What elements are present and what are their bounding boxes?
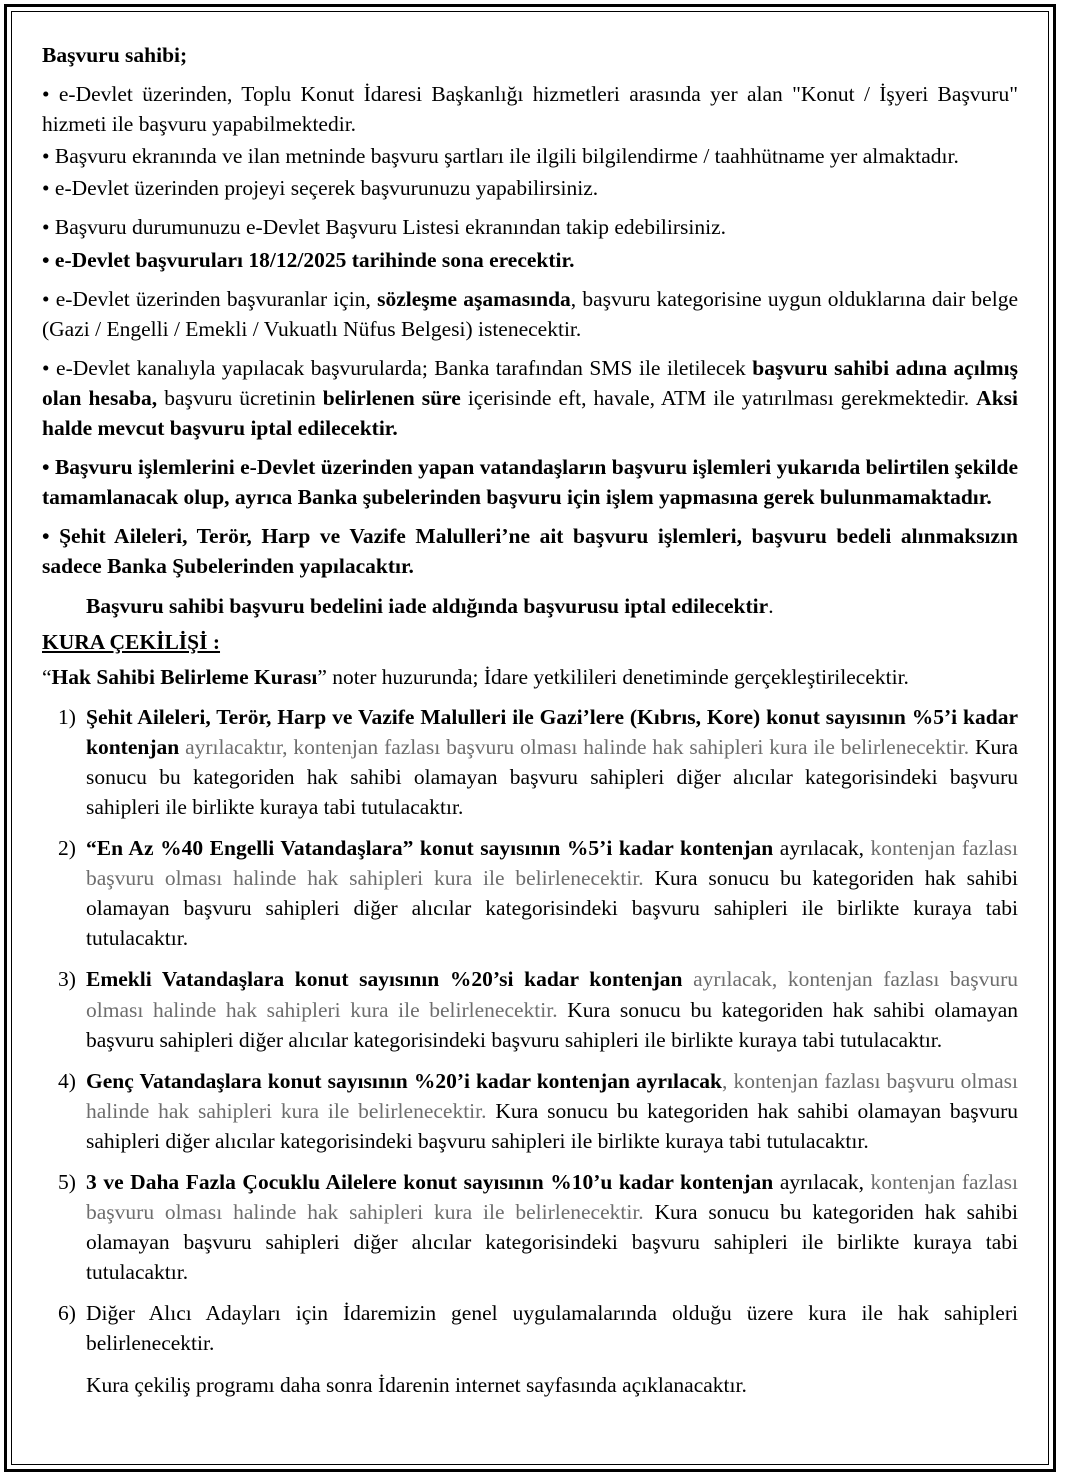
list-item-number: 3) — [58, 967, 76, 992]
text-segment: içerisinde eft, havale, ATM ile yatırılması gerekmektedir. — [460, 385, 977, 410]
list-item-number: 2) — [58, 836, 76, 861]
bullet-item-2 — [42, 173, 1018, 203]
document-content — [12, 12, 1048, 1464]
page-border-outer — [4, 4, 1056, 1472]
text-segment: Başvuru sahibi başvuru bedelini iade aldığında başvurusu iptal edilecektir — [86, 593, 769, 618]
text-segment: Kura sonucu bu kategoriden hak sahibi olamayan başvuru sahipleri diğer alıcılar kategorisindeki başvuru sahipleri ile birlikte kuraya tabi tutulacaktır. — [86, 997, 1018, 1052]
intro-heading-bold: Başvuru sahibi; — [42, 43, 188, 67]
text-segment: 3 ve Daha Fazla Çocuklu Ailelere konut sayısının %10’u kadar kontenjan — [86, 1170, 774, 1194]
bullet-item-1 — [42, 141, 1018, 171]
bullet-item-8 — [42, 521, 1018, 581]
bullet-item-6 — [42, 353, 1018, 443]
text-segment: ayrılacaktır, kontenjan fazlası başvuru olması halinde hak sahipleri kura ile belirlenecektir. — [179, 734, 970, 759]
text-segment: Şehit Aileleri, Terör, Harp ve Vazife Malulleri ile Gazi’lere (Kıbrıs, Kore) — [86, 704, 761, 729]
kura-list-item — [42, 833, 1018, 953]
bullet-marker: • — [42, 215, 55, 240]
kura-list-item — [42, 1167, 1018, 1287]
bullet-marker: • — [42, 176, 55, 201]
list-item-number: 4) — [58, 1068, 76, 1093]
page-border-inner — [11, 11, 1049, 1465]
text-segment: “En Az %40 Engelli Vatandaşlara” konut sayısının %5’i kadar kontenjan — [86, 836, 774, 861]
document-intro-heading — [42, 40, 1018, 70]
kura-section-heading-text: KURA ÇEKİLİŞİ : — [42, 629, 221, 654]
text-segment: ayrılacak, kontenjan fazlası başvuru olması halinde hak sahipleri kura ile belirlenecektir. — [86, 967, 1018, 1022]
bullet-marker: • — [42, 144, 55, 169]
bullet-item-7 — [42, 452, 1018, 512]
kura-intro-text — [42, 662, 1018, 692]
kura-list-item — [42, 1298, 1018, 1358]
closing-note: Kura çekiliş programı daha sonra İdarenin internet sayfasında açıklanacaktır. — [86, 1372, 747, 1397]
text-segment: Şehit Aileleri, Terör, Harp ve Vazife Malulleri’ne ait başvuru işlemleri, başvuru bedeli alınmaksızın sadece Banka Şubelerinden yapılacaktır. — [42, 524, 1019, 579]
text-segment: e-Devlet başvuruları 18/12/2025 tarihinde sona erecektir. — [54, 247, 575, 272]
text-segment: ayrılacak, — [773, 836, 864, 861]
text-segment: kontenjan fazlası başvuru olması halinde hak sahipleri kura ile belirlenecektir. — [86, 836, 1019, 891]
kura-section-heading — [42, 630, 1018, 655]
text-segment: e-Devlet üzerinden, Toplu Konut İdaresi Başkanlığı hizmetleri arasında yer alan "Konut / İşyeri Başvuru" hizmeti ile başvuru yapabilmektedir. — [42, 82, 1018, 137]
refund-note — [42, 591, 1018, 621]
bullet-list — [42, 79, 1018, 581]
text-segment: belirlenen süre — [322, 385, 461, 410]
bullet-item-0 — [42, 79, 1018, 139]
text-segment: e-Devlet kanalıyla yapılacak başvurularda; Banka tarafından SMS ile iletilecek — [56, 355, 753, 380]
text-segment: kontenjan fazlası başvuru olması halinde hak sahipleri kura ile belirlenecektir. — [86, 1170, 1018, 1225]
text-segment: Hak Sahibi Belirleme Kurası — [51, 664, 318, 689]
text-segment: Başvuru durumunuzu e-Devlet Başvuru Listesi ekranından takip edebilirsiniz. — [54, 215, 727, 240]
bullet-item-5 — [42, 284, 1018, 344]
text-segment: sözleşme aşamasında — [377, 286, 571, 311]
bullet-marker: • — [42, 355, 57, 380]
list-item-number: 1) — [58, 704, 76, 729]
bullet-marker: • — [42, 286, 56, 311]
text-segment: . — [768, 593, 774, 618]
text-segment: konut sayısının %5’i kadar kontenjan — [86, 704, 1018, 759]
text-segment: Kura sonucu bu kategoriden hak sahibi olamayan başvuru sahipleri diğer alıcılar kategorisindeki başvuru sahipleri ile birlikte kuraya tabi tutulacaktır. — [86, 1200, 1018, 1285]
text-segment: Diğer Alıcı Adayları için İdaremizin genel uygulamalarında olduğu üzere kura ile hak sahipleri belirlenecektir. — [86, 1301, 1018, 1356]
text-segment: “ — [42, 664, 52, 689]
list-item-number: 6) — [58, 1301, 76, 1326]
bullet-marker: • — [42, 524, 60, 549]
text-segment: ” noter huzurunda; İdare yetkilileri denetiminde gerçekleştirilecektir. — [317, 664, 909, 689]
text-segment: Başvuru ekranında ve ilan metninde başvuru şartları ile ilgili bilgilendirme / taahhütname yer almaktadır. — [54, 144, 959, 169]
text-segment: e-Devlet üzerinden başvuranlar için, — [55, 286, 378, 311]
text-segment: , kontenjan fazlası başvuru olması halinde hak sahipleri kura ile belirlenecektir. — [86, 1068, 1018, 1123]
text-segment: Emekli Vatandaşlara konut sayısının %20’si kadar kontenjan — [86, 967, 683, 992]
text-segment: ayrılacak, — [773, 1170, 864, 1194]
text-segment: e-Devlet üzerinden projeyi seçerek başvurunuzu yapabilirsiniz. — [54, 176, 599, 201]
text-segment: Kura sonucu bu kategoriden hak sahibi olamayan başvuru sahipleri diğer alıcılar kategorisindeki başvuru sahipleri ile birlikte kuraya tabi tutulacaktır. — [86, 866, 1018, 951]
kura-list-item — [42, 964, 1018, 1054]
text-segment: Kura sonucu bu kategoriden hak sahibi olamayan başvuru sahipleri diğer alıcılar kategorisindeki başvuru sahipleri ile birlikte kuraya tabi tutulacaktır. — [86, 1098, 1018, 1153]
bullet-item-3 — [42, 212, 1018, 242]
kura-list-item — [42, 702, 1018, 822]
kura-intro-paragraph — [42, 662, 1018, 692]
bullet-marker: • — [42, 82, 59, 107]
text-segment: başvuru sahibi adına açılmış olan hesaba, — [42, 355, 1018, 410]
bullet-marker: • — [42, 247, 55, 272]
kura-list-item — [42, 1066, 1018, 1156]
list-item-number: 5) — [58, 1170, 76, 1194]
bullet-marker: • — [42, 455, 55, 480]
text-segment: Aksi halde mevcut başvuru iptal edilecektir. — [42, 385, 1018, 441]
text-segment: başvuru ücretinin — [157, 385, 323, 410]
text-segment: Kura sonucu bu kategoriden hak sahibi olamayan başvuru sahipleri diğer alıcılar kategorisindeki başvuru sahipleri ile birlikte kuraya tabi tutulacaktır. — [86, 734, 1018, 819]
bullet-item-4 — [42, 245, 1018, 275]
kura-numbered-list — [42, 702, 1018, 1359]
text-segment: , başvuru kategorisine uygun olduklarına dair belge (Gazi / Engelli / Emekli / Vukuatlı Nüfus Belgesi) istenecektir. — [42, 286, 1018, 341]
text-segment: Başvuru işlemlerini e-Devlet üzerinden yapan vatandaşların başvuru işlemleri yukarıda belirtilen şekilde tamamlanacak olup, ayrıca Banka şubelerinden başvuru için işlem yapmasına gerek bulunmamaktadır. — [42, 455, 1018, 510]
text-segment: Genç Vatandaşlara konut sayısının %20’i kadar kontenjan ayrılacak — [86, 1068, 722, 1093]
